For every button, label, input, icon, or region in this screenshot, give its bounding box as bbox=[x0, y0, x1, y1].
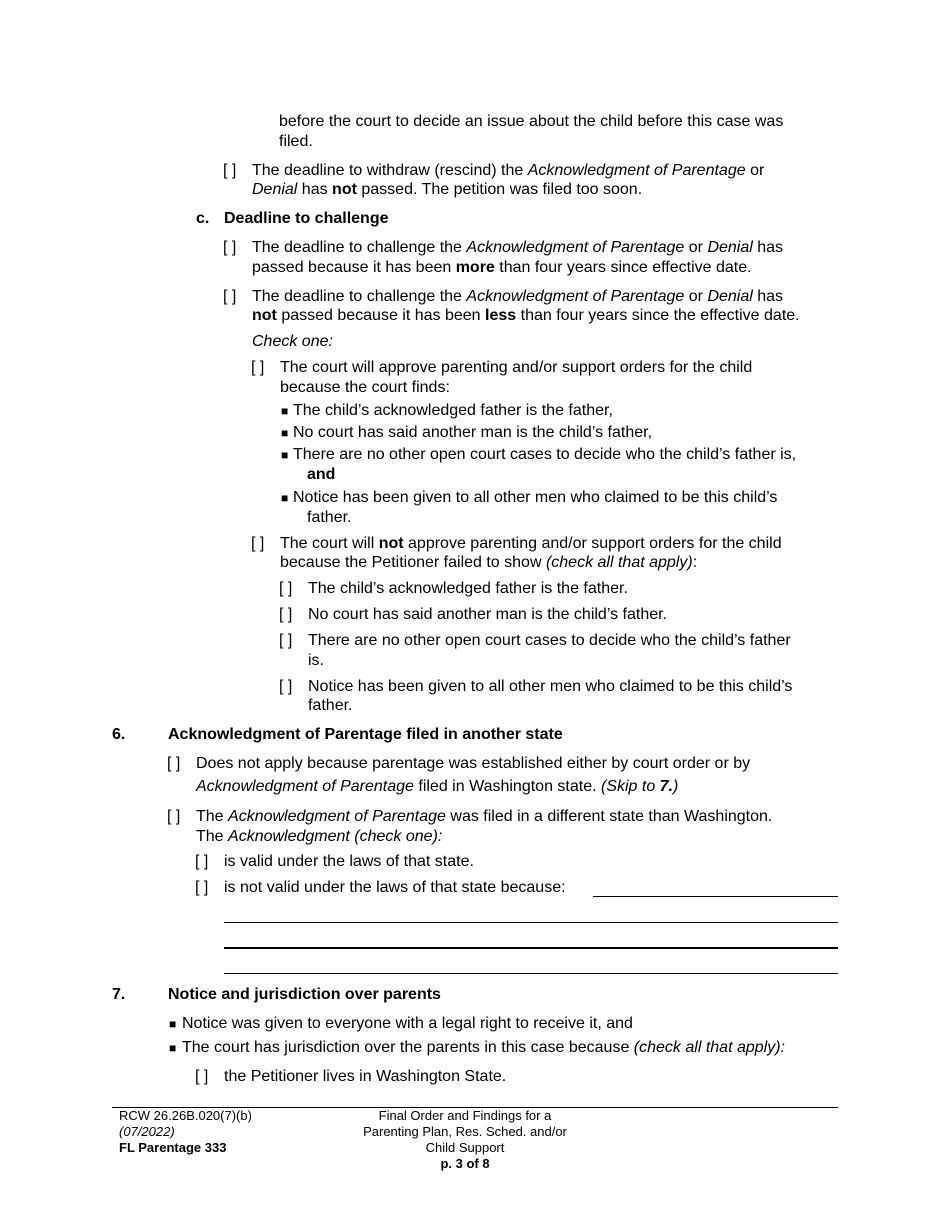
does-not-apply-line1: Does not apply because parentage was established either by court order or by bbox=[196, 755, 751, 772]
jurisdiction-statement: The court has jurisdiction over the parents in this case because (check all that apply): bbox=[182, 1039, 785, 1056]
challenge-passed-line2: passed because it has been more than four years since effective date. bbox=[252, 259, 752, 276]
fail-acknowledged-father: The child’s acknowledged father is the father. bbox=[308, 580, 628, 597]
court-not-approve-line1: The court will not approve parenting and/or support orders for the child bbox=[280, 535, 782, 552]
court-approve-line1: The court will approve parenting and/or support orders for the child bbox=[280, 359, 753, 376]
bullet-icon: ■ bbox=[169, 1017, 177, 1031]
challenge-passed-line1: The deadline to challenge the Acknowledgment of Parentage or Denial has bbox=[252, 239, 784, 256]
section-7-heading: Notice and jurisdiction over parents bbox=[168, 986, 441, 1003]
finding-no-open-cases-line1: There are no other open court cases to decide who the child’s father is, bbox=[293, 446, 797, 463]
not-valid-reason-line[interactable] bbox=[224, 973, 838, 974]
footer-title-line2: Parenting Plan, Res. Sched. and/or bbox=[363, 1124, 567, 1139]
challenge-not-passed-line1: The deadline to challenge the Acknowledgment of Parentage or Denial has bbox=[252, 288, 784, 305]
checkbox-does-not-apply[interactable]: [ ] bbox=[167, 755, 181, 772]
checkbox-fail-acknowledged-father[interactable]: [ ] bbox=[279, 580, 293, 597]
section-7-number: 7. bbox=[112, 986, 126, 1003]
rescind-deadline-line2: Denial has not passed. The petition was filed too soon. bbox=[252, 181, 643, 198]
checkbox-challenge-not-passed[interactable]: [ ] bbox=[223, 288, 237, 305]
footer-date: (07/2022) bbox=[119, 1124, 175, 1139]
checkbox-fail-no-other-man[interactable]: [ ] bbox=[279, 606, 293, 623]
checkbox-valid[interactable]: [ ] bbox=[195, 853, 209, 870]
footer-form-number: FL Parentage 333 bbox=[119, 1140, 227, 1155]
different-state-line1: The Acknowledgment of Parentage was filed in a different state than Washington. bbox=[196, 808, 773, 825]
challenge-not-passed-line2: not passed because it has been less than four years since the effective date. bbox=[252, 307, 800, 324]
checkbox-petitioner-lives-wa[interactable]: [ ] bbox=[195, 1068, 209, 1085]
checkbox-fail-notice-given[interactable]: [ ] bbox=[279, 678, 293, 695]
footer-title-line3: Child Support bbox=[425, 1140, 505, 1155]
does-not-apply-line2: Acknowledgment of Parentage filed in Washington state. (Skip to 7.) bbox=[196, 778, 679, 795]
not-valid-reason-line[interactable] bbox=[224, 922, 838, 923]
finding-acknowledged-father: The child’s acknowledged father is the father, bbox=[293, 402, 613, 419]
fail-no-other-man: No court has said another man is the child’s father. bbox=[308, 606, 668, 623]
continued-text-line1: before the court to decide an issue about the child before this case was bbox=[279, 113, 784, 130]
bullet-icon: ■ bbox=[281, 448, 289, 462]
checkbox-fail-no-open-cases[interactable]: [ ] bbox=[279, 632, 293, 649]
finding-no-other-man: No court has said another man is the child’s father, bbox=[293, 424, 653, 441]
footer-rcw: RCW 26.26B.020(7)(b) bbox=[119, 1108, 252, 1123]
checkbox-court-approve[interactable]: [ ] bbox=[251, 359, 265, 376]
section-6-number: 6. bbox=[112, 726, 126, 743]
bullet-icon: ■ bbox=[281, 426, 289, 440]
notice-given-statement: Notice was given to everyone with a legal right to receive it, and bbox=[182, 1015, 633, 1032]
checkbox-challenge-passed[interactable]: [ ] bbox=[223, 239, 237, 256]
continued-text-line2: filed. bbox=[279, 133, 313, 150]
bullet-icon: ■ bbox=[281, 404, 289, 418]
fail-no-open-cases-line2: is. bbox=[308, 652, 324, 669]
check-one-label: Check one: bbox=[252, 333, 333, 350]
bullet-icon: ■ bbox=[281, 491, 289, 505]
fail-notice-given-line1: Notice has been given to all other men who claimed to be this child’s bbox=[308, 678, 793, 695]
finding-notice-given-line2: father. bbox=[307, 509, 352, 526]
not-valid-reason-line[interactable] bbox=[224, 947, 838, 949]
subsection-c-heading: Deadline to challenge bbox=[224, 210, 389, 227]
different-state-line2: The Acknowledgment (check one): bbox=[196, 828, 443, 845]
finding-no-open-cases-and: and bbox=[307, 466, 336, 483]
not-valid-reason-line[interactable] bbox=[593, 896, 838, 897]
court-not-approve-line2: because the Petitioner failed to show (check all that apply): bbox=[280, 554, 698, 571]
valid-label: is valid under the laws of that state. bbox=[224, 853, 474, 870]
not-valid-label: is not valid under the laws of that state because: bbox=[224, 879, 566, 896]
subsection-c-letter: c. bbox=[196, 210, 210, 227]
finding-notice-given-line1: Notice has been given to all other men who claimed to be this child’s bbox=[293, 489, 778, 506]
checkbox-different-state[interactable]: [ ] bbox=[167, 808, 181, 825]
bullet-icon: ■ bbox=[169, 1041, 177, 1055]
checkbox-rescind-deadline[interactable]: [ ] bbox=[223, 162, 237, 179]
court-approve-line2: because the court finds: bbox=[280, 379, 450, 396]
petitioner-lives-wa-label: the Petitioner lives in Washington State. bbox=[224, 1068, 507, 1085]
footer-title-line1: Final Order and Findings for a bbox=[378, 1108, 552, 1123]
fail-notice-given-line2: father. bbox=[308, 697, 353, 714]
section-6-heading: Acknowledgment of Parentage filed in another state bbox=[168, 726, 563, 743]
footer-page-number: p. 3 of 8 bbox=[440, 1156, 490, 1171]
checkbox-court-not-approve[interactable]: [ ] bbox=[251, 535, 265, 552]
fail-no-open-cases-line1: There are no other open court cases to decide who the child’s father bbox=[308, 632, 791, 649]
checkbox-not-valid[interactable]: [ ] bbox=[195, 879, 209, 896]
rescind-deadline-line1: The deadline to withdraw (rescind) the Acknowledgment of Parentage or bbox=[252, 162, 765, 179]
